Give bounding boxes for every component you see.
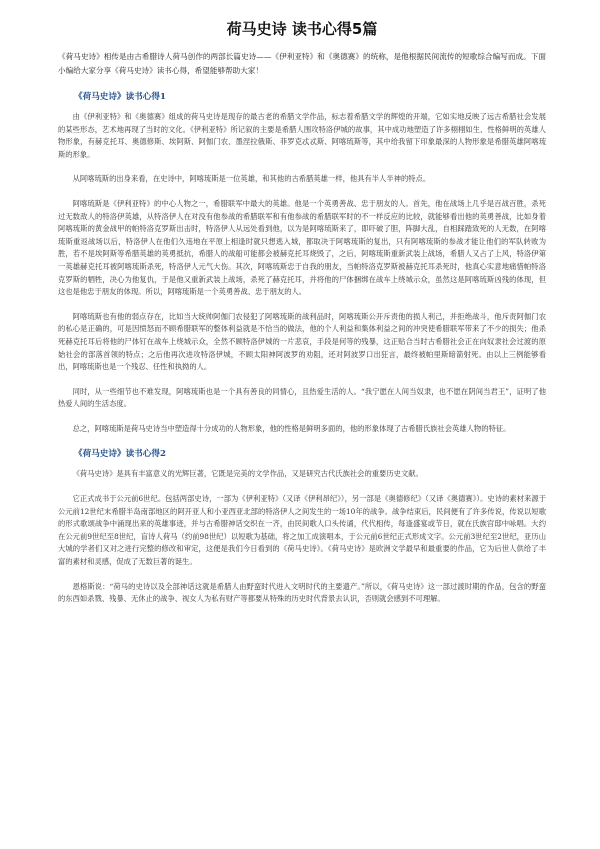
paragraph: 从阿喀琉斯的出身来看，在史诗中，阿喀琉斯是一位英雄，和其他的古希腊英雄一样，他具有半人半神的特点。	[72, 174, 431, 184]
paragraph: 《荷马史诗》是具有丰富意义的光辉巨著，它既是完美的文学作品，又是研究古代氏族社会的重要历史文献。	[72, 469, 423, 479]
section-heading-1: 《荷马史诗》读书心得1	[74, 92, 166, 102]
intro-paragraph: 《荷马史诗》相传是由古希腊诗人荷马创作的两部长篇史诗——《伊利亚特》和《奥德赛》的统称，是他根据民间流传的短歌综合编写而成。下面小编给大家分享《荷马史诗》读书心得，希望能够帮助大家！	[58, 52, 546, 75]
paragraph: 恩格斯说：“荷马的史诗以及全部神话这就是希腊人由野蛮时代进入文明时代的主要遗产。”所以，《荷马史诗》这一部过渡时期的作品，包含的野蛮的东西如杀戮、残暴、无休止的战争、视女人为私有财产等都要从特殊的历史时代背景去认识，否则就会感到不可理解。	[58, 581, 546, 604]
paragraph: 阿喀琉斯是《伊利亚特》的中心人物之一，希腊联军中最大的英雄。他是一个英勇善战、忠于朋友的人。首先，他在战场上几乎是百战百胜，杀死过无数敌人的特洛伊英雄，从特洛伊人在对没有他参战的希腊联军和有他参战的希腊联军时的不一样反应的比较，就能够看出他的英勇善战，比如身着阿喀琉斯的黄金战甲的帕特洛克罗斯出击时，特洛伊人从远处看到他，以为是阿喀琉斯来了，即吓破了胆，阵脚大乱，自相踩踏致死的人无数，在阿喀琉斯重返战场以后，特洛伊人在他们久违地在平原上相逢时就只想逃入城，都取决于阿喀琉斯的复出，只有阿喀琉斯的参战才能让他们的军队转败为胜，若不是埃阿斯等希腊英雄的英勇抵抗，希腊人的战船可能都会被赫克托耳烧毁了，之后，阿喀琉斯重新武装上战场，希腊人又占了上风，特洛伊第一英雄赫克托耳被阿喀琉斯杀死，特洛伊人元气大伤。其次，阿喀琉斯忠于自我的朋友，当帕特洛克罗斯被赫克托耳杀死时，他真心实意地痛惜帕特洛克罗斯的牺牲，决心为他复仇，于是他又重新武装上战场，杀死了赫克托耳，并将他的尸体捆绑在战车上绕城示众，虽然这是阿喀琉斯凶残的体现，但这也是他忠于朋友的体现。所以，阿喀琉斯是一个英勇善战、忠于朋友的人。	[58, 198, 546, 297]
section-heading-2: 《荷马史诗》读书心得2	[74, 449, 166, 460]
page-title: 荷马史诗 读书心得5篇	[226, 20, 378, 38]
paragraph: 它正式成书于公元前6世纪。包括两部史诗，一部为《伊利亚特》（又译《伊利昂纪》），另一部是《奥德修纪》（又译《奥德赛》）。史诗的素材来源于公元前12世纪末希腊半岛南部地区的阿开亚人和小亚西亚北部的特洛伊人之间发生的一场10年的战争。战争结束后，民间便有了许多传说，传说以短歌的形式歌颂战争中涌现出来的英雄事迹，并与古希腊神话交织在一齐，由民间歌人口头传诵，代代相传，每逢盛宴或节日，就在氏族宫邸中咏唱。大约在公元前9世纪至8世纪，盲诗人荷马（约前98世纪）以短歌为基础，将之加工成演唱本，于公元前6世纪正式形成文字。公元前3世纪至2世纪，亚历山大城的学者们又对之进行完整的修改和审定，这便是我们今日看到的《荷马史诗》。《荷马史诗》是欧洲文学最早和最重要的作品，它为后世人供给了丰富的素材和灵感，促成了无数巨著的诞生。	[58, 494, 546, 567]
paragraph: 同时，从一些细节也不难发现，阿喀琉斯也是一个具有善良的同情心，且热爱生活的人。“我宁愿在人间当奴隶，也不愿在阴间当君王”，证明了他热爱人间的生活态度。	[58, 386, 546, 409]
paragraph: 由《伊利亚特》和《奥德赛》组成的荷马史诗是现存的最古老的希腊文学作品，标志着希腊文学的辉煌的开端，它如实地反映了远古希腊社会发展的某些形态，艺术地再现了当时的文化。《伊利亚特》所记叙的主要是希腊人围攻特洛伊城的故事，其中成功地塑造了许多栩栩如生、性格鲜明的英雄人物形象，有赫克托耳、奥德修斯、埃阿斯、阿伽门农、墨涅拉俄斯、菲罗克忒忒斯、阿喀琉斯等，其中给我留下印象最深的人物形象是希腊英雄阿喀琉斯的形象。	[58, 112, 546, 159]
paragraph: 总之，阿喀琉斯是荷马史诗当中塑造得十分成功的人物形象，他的性格是鲜明多面的，他的形象体现了古希腊氏族社会英雄人物的特征。	[72, 423, 511, 433]
paragraph: 阿喀琉斯也有他的弱点存在，比如当大统帅阿伽门农侵犯了阿喀琉斯的战利品时，阿喀琉斯公开斥责他的损人利己，并拒绝战斗，他斥责阿伽门农的私心是正确的，可是因愤怒而不顾希腊联军的整体利益就是不恰当的做法，他的个人利益和集体利益之间的冲突使希腊联军带来了不少的损失；他杀死赫克托耳后将他的尸体钉在战车上绕城示众，全然不顾特洛伊城的一片悲哀，手段是何等的残暴，这正贴合当时古希腊社会正在向奴隶社会过渡的原始社会的部落首领的特点；之后他再次进攻特洛伊城，不顾太阳神阿波罗的劝阻，还对阿波罗口出狂言，最终被帕里斯暗箭射死。由以上三例能够看出，阿喀琉斯也是一个残忍、任性和执拗的人。	[58, 311, 546, 372]
